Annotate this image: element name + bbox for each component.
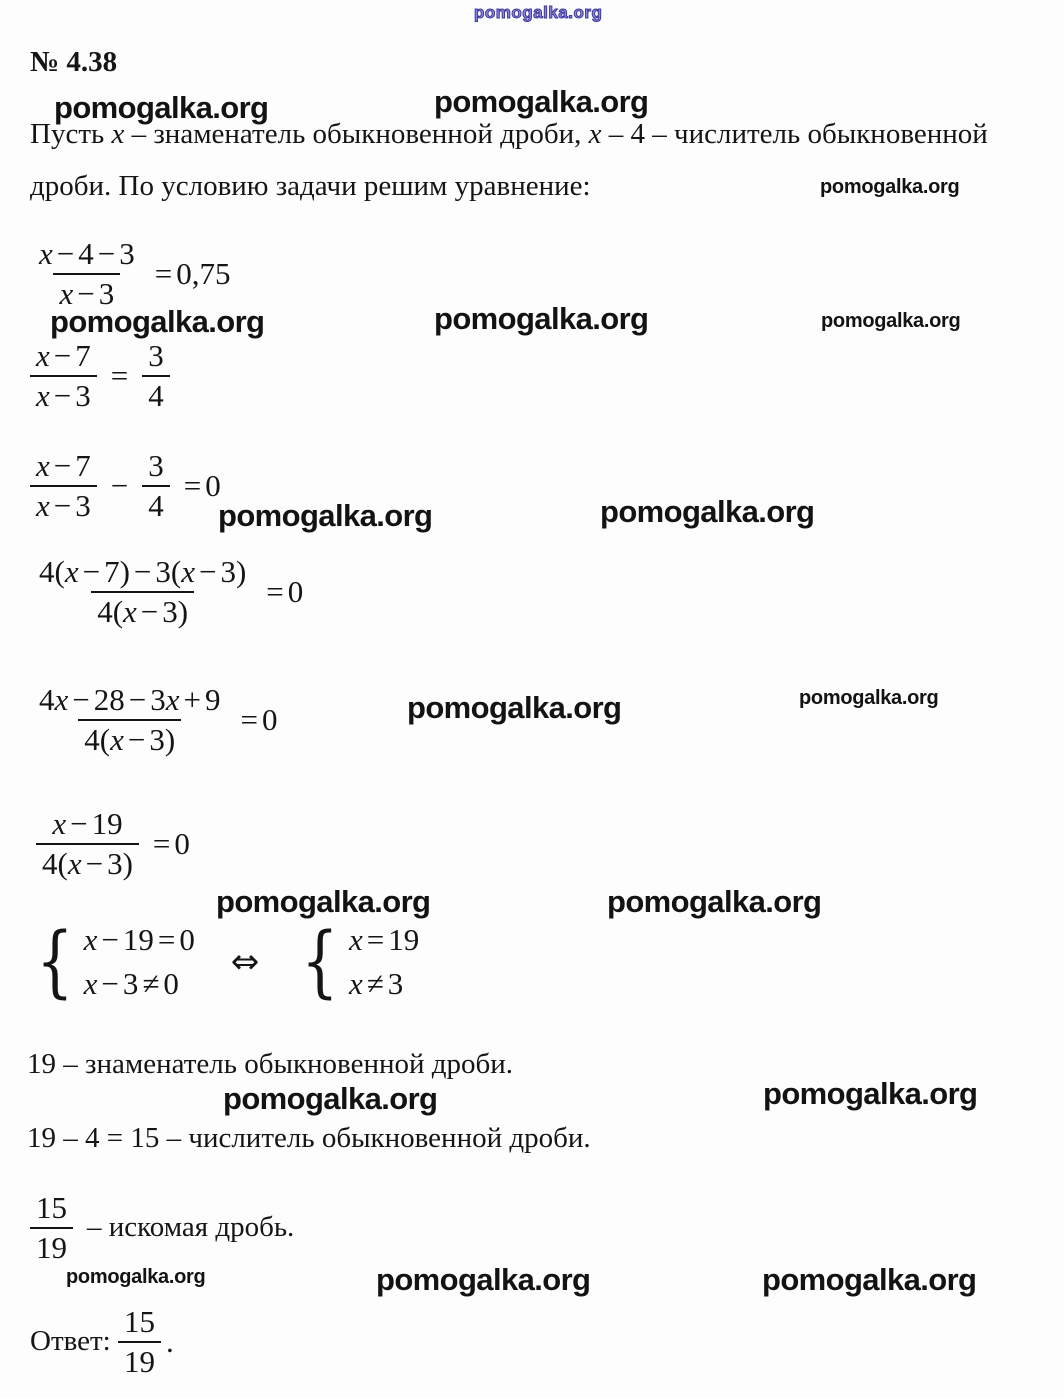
- conclusion-line-2: 19 – 4 = 15 – числитель обыкновенной дроби.: [27, 1122, 591, 1154]
- fraction-denominator: 4(x − 3): [91, 591, 194, 627]
- fraction-denominator: x − 3: [30, 485, 97, 521]
- problem-number: № 4.38: [30, 46, 118, 78]
- watermark: pomogalka.org: [216, 884, 431, 919]
- fraction-numerator: 15: [36, 1190, 67, 1225]
- intro-line-1: [30, 118, 988, 151]
- watermark: pomogalka.org: [600, 494, 815, 529]
- fraction: [33, 684, 226, 755]
- equation-system: [30, 917, 420, 1007]
- watermark: pomogalka.org: [799, 687, 939, 709]
- fraction-numerator: 4x − 28 − 3x + 9: [39, 682, 221, 717]
- fraction: [30, 450, 97, 521]
- equation-6: [36, 808, 190, 879]
- system-right-column: [349, 922, 419, 1002]
- equals-sign: =: [110, 357, 129, 393]
- fraction-numerator: x − 7: [36, 338, 91, 373]
- equation-rhs: = 0: [240, 701, 278, 737]
- watermark: pomogalka.org: [607, 884, 822, 919]
- watermark: pomogalka.org: [821, 310, 961, 332]
- result-fraction-line: [30, 1192, 294, 1263]
- system-line: x − 3 ≠ 0: [83, 966, 179, 1001]
- fraction-denominator: 4(x − 3): [36, 843, 139, 879]
- conclusion-line-1: 19 – знаменатель обыкновенной дроби.: [27, 1048, 514, 1080]
- watermark: pomogalka.org: [820, 176, 960, 198]
- equivalence-arrow: ⇔: [230, 942, 260, 982]
- equation-5: [33, 684, 277, 755]
- equation-rhs: = 0: [183, 467, 221, 503]
- fraction: [30, 340, 97, 411]
- watermark: pomogalka.org: [218, 498, 433, 533]
- fraction-denominator: 4(x − 3): [78, 719, 181, 755]
- fraction-denominator: x − 3: [53, 273, 120, 309]
- system-left-column: [84, 922, 195, 1002]
- minus-sign: −: [110, 467, 129, 503]
- fraction: [36, 808, 139, 879]
- system-line: x ≠ 3: [349, 966, 404, 1001]
- fraction-numerator: x − 19: [52, 806, 123, 841]
- fraction: [142, 340, 170, 411]
- math-variable: x: [111, 118, 125, 150]
- fraction-numerator: 4(x − 7) − 3(x − 3): [39, 554, 247, 589]
- fraction-numerator: x − 7: [36, 448, 91, 483]
- fraction: [118, 1306, 161, 1377]
- equation-1: [33, 238, 230, 309]
- watermark: pomogalka.org: [54, 90, 269, 125]
- watermark: pomogalka.org: [376, 1262, 591, 1297]
- equation-rhs: = 0,75: [154, 255, 231, 291]
- equation-2: [30, 340, 170, 411]
- fraction: [33, 556, 252, 627]
- fraction: [30, 1192, 73, 1263]
- result-fraction-label: – искомая дробь.: [87, 1211, 295, 1243]
- fraction-numerator: 15: [124, 1304, 155, 1339]
- equation-rhs: = 0: [152, 825, 190, 861]
- answer-line: [30, 1306, 174, 1377]
- watermark: pomogalka.org: [66, 1266, 206, 1288]
- fraction: [142, 450, 170, 521]
- watermark: pomogalka.org: [434, 84, 649, 119]
- equation-rhs: = 0: [266, 573, 304, 609]
- watermark: pomogalka.org: [763, 1076, 978, 1111]
- watermark: pomogalka.org: [434, 301, 649, 336]
- answer-period: .: [166, 1323, 174, 1359]
- watermark: pomogalka.org: [762, 1262, 977, 1297]
- system-line: x = 19: [349, 922, 420, 957]
- intro-text: – 4 – числитель обыкновенной: [601, 118, 988, 150]
- left-brace: {: [36, 917, 74, 1007]
- fraction-denominator: 4: [142, 375, 170, 411]
- fraction: [33, 238, 141, 309]
- fraction-denominator: x − 3: [30, 375, 97, 411]
- fraction-denominator: 4: [142, 485, 170, 521]
- watermark: pomogalka.org: [223, 1081, 438, 1116]
- intro-line-2: дроби. По условию задачи решим уравнение:: [30, 170, 591, 202]
- watermark: pomogalka.org: [50, 304, 265, 339]
- fraction-denominator: 19: [118, 1341, 161, 1377]
- equation-4: [33, 556, 303, 627]
- left-brace: {: [301, 917, 339, 1007]
- watermark: pomogalka.org: [474, 3, 603, 22]
- watermark: pomogalka.org: [407, 690, 622, 725]
- fraction-numerator: 3: [148, 338, 164, 373]
- fraction-numerator: 3: [148, 448, 164, 483]
- intro-text: Пусть: [30, 118, 112, 150]
- fraction-numerator: x − 4 − 3: [39, 236, 135, 271]
- system-line: x − 19 = 0: [83, 922, 195, 957]
- fraction-denominator: 19: [30, 1227, 73, 1263]
- math-variable: x: [588, 118, 602, 150]
- equation-3: [30, 450, 221, 521]
- intro-text: – знаменатель обыкновенной дроби,: [124, 118, 589, 150]
- answer-label: Ответ:: [30, 1325, 118, 1357]
